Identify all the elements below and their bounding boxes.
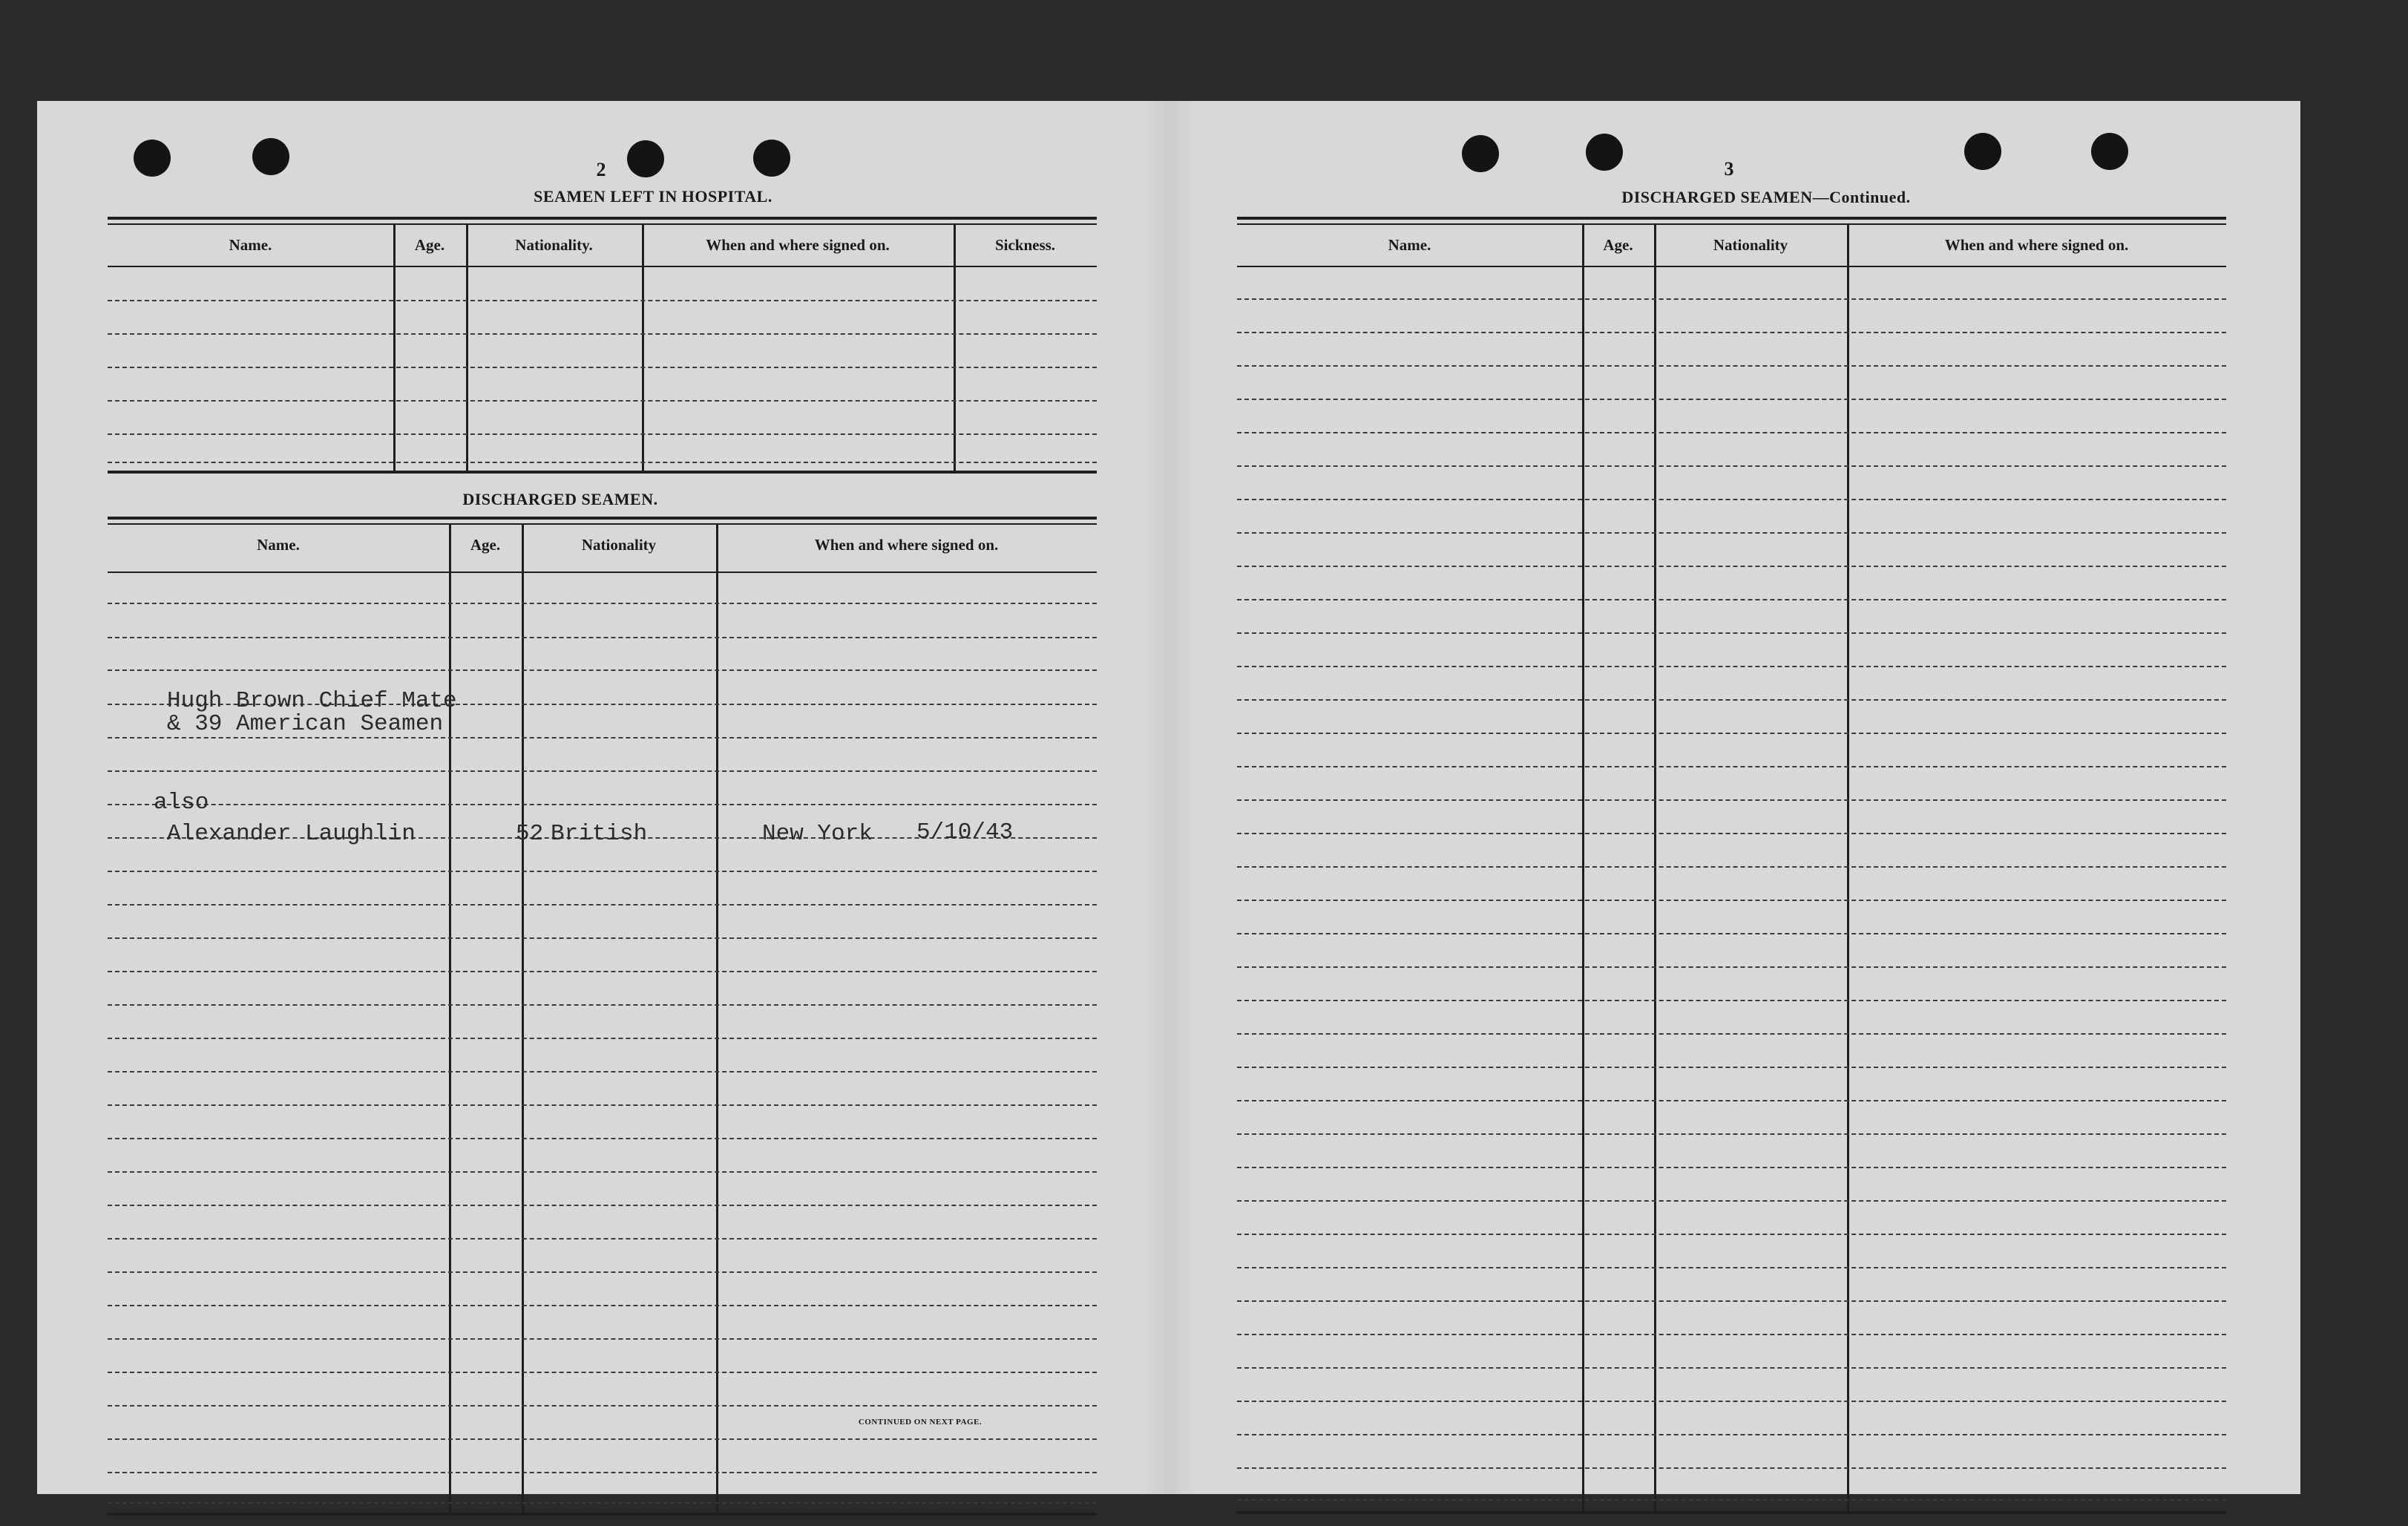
punch-hole [753, 140, 790, 177]
discharged-continued-title: DISCHARGED SEAMEN—Continued. [1621, 188, 1911, 206]
entry-line-chief-mate: Hugh Brown Chief Mate [167, 688, 457, 714]
right-col-name: Name. [1388, 236, 1431, 254]
entry-name: Alexander Laughlin [167, 821, 416, 847]
discharged-col-nationality: Nationality [581, 536, 657, 554]
document-sheet [37, 101, 2300, 1494]
continued-footer: CONTINUED ON NEXT PAGE. [858, 1418, 982, 1427]
entry-date: 5/10/43 [916, 819, 1014, 845]
entry-line-american-seamen: & 39 American Seamen [167, 711, 444, 737]
hospital-col-nationality: Nationality. [515, 236, 593, 254]
hospital-col-age: Age. [414, 236, 445, 254]
page-number-left: 2 [596, 159, 606, 180]
hospital-section-title: SEAMEN LEFT IN HOSPITAL. [534, 187, 772, 206]
punch-hole [627, 140, 664, 177]
entry-age: 52 [516, 821, 544, 847]
hospital-col-signed-on: When and where signed on. [706, 236, 890, 254]
entry-line-also: also [154, 790, 209, 816]
hospital-col-sickness: Sickness. [994, 236, 1056, 254]
page-fold [1143, 101, 1195, 1494]
discharged-table [108, 517, 1097, 1407]
entry-place: New York [762, 821, 873, 847]
discharged-continued-table [1237, 217, 2226, 1523]
punch-hole [252, 138, 289, 175]
entry-nationality: British [551, 821, 648, 847]
punch-hole [134, 140, 171, 177]
punch-hole [1964, 133, 2001, 170]
punch-hole [1462, 135, 1499, 172]
right-col-signed-on: When and where signed on. [1944, 236, 2129, 254]
hospital-col-name: Name. [229, 236, 272, 254]
discharged-col-signed-on: When and where signed on. [814, 536, 999, 554]
discharged-col-age: Age. [470, 536, 501, 554]
page-number-right: 3 [1724, 158, 1734, 180]
right-col-nationality: Nationality [1713, 236, 1788, 254]
punch-hole [1586, 134, 1623, 171]
right-col-age: Age. [1603, 236, 1633, 254]
punch-hole [2091, 133, 2128, 170]
discharged-col-name: Name. [257, 536, 300, 554]
discharged-section-title: DISCHARGED SEAMEN. [462, 490, 658, 508]
